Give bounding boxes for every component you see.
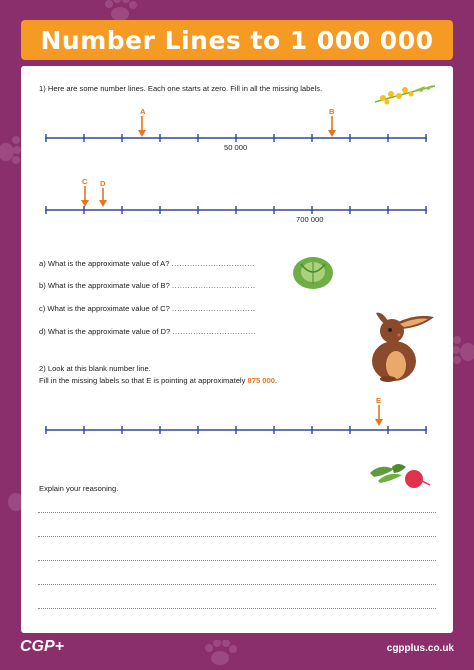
paw-print-icon [452, 330, 474, 370]
writing-line[interactable] [38, 584, 436, 585]
answer-field-c[interactable]: ................................ [171, 304, 256, 313]
arrow-a-icon [138, 116, 146, 138]
writing-line[interactable] [38, 536, 436, 537]
cgp-logo: CGP+ [20, 638, 65, 655]
paw-print-icon [200, 640, 240, 670]
radish-illustration [368, 461, 432, 491]
question-1a: a) What is the approximate value of A? ................................ [39, 259, 256, 268]
question-1-intro: 1) Here are some number lines. Each one starts at zero. Fill in all the missing labels. [39, 84, 323, 93]
question-1c: c) What is the approximate value of C? ................................ [39, 304, 256, 313]
number-line-3 [45, 422, 429, 442]
number-line-1-label: 50 000 [224, 143, 248, 152]
explain-prompt: Explain your reasoning. [39, 484, 119, 493]
arrow-label-d: D [100, 179, 106, 188]
cabbage-illustration [291, 254, 335, 290]
paw-print-icon [0, 130, 22, 170]
arrow-label-c: C [82, 177, 88, 186]
answer-field-d[interactable]: ................................ [172, 327, 256, 336]
writing-line[interactable] [38, 560, 436, 561]
flower-illustration [373, 80, 437, 106]
writing-line[interactable] [38, 608, 436, 609]
worksheet [21, 66, 453, 633]
footer-url[interactable]: cgpplus.co.uk [386, 643, 454, 654]
number-line-2-label: 700 000 [296, 215, 324, 224]
rabbit-illustration [366, 311, 438, 383]
arrow-d-icon [99, 188, 107, 208]
arrow-label-e: E [376, 396, 382, 405]
arrow-label-b: B [329, 107, 335, 116]
question-2-instruction: Fill in the missing labels so that E is pointing at approximately 875 000. [39, 376, 278, 385]
writing-line[interactable] [38, 512, 436, 513]
answer-field-a[interactable]: ................................ [171, 259, 256, 268]
target-value: 875 000 [247, 376, 275, 385]
question-1b: b) What is the approximate value of B? ................................ [39, 281, 256, 290]
answer-field-b[interactable]: ................................ [171, 281, 256, 290]
arrow-c-icon [81, 186, 89, 208]
page-title: Number Lines to 1 000 000 [21, 20, 453, 60]
arrow-label-a: A [140, 107, 146, 116]
question-2-intro: 2) Look at this blank number line. [39, 364, 151, 373]
arrow-b-icon [328, 116, 336, 138]
question-1d: d) What is the approximate value of D? ................................ [39, 327, 256, 336]
